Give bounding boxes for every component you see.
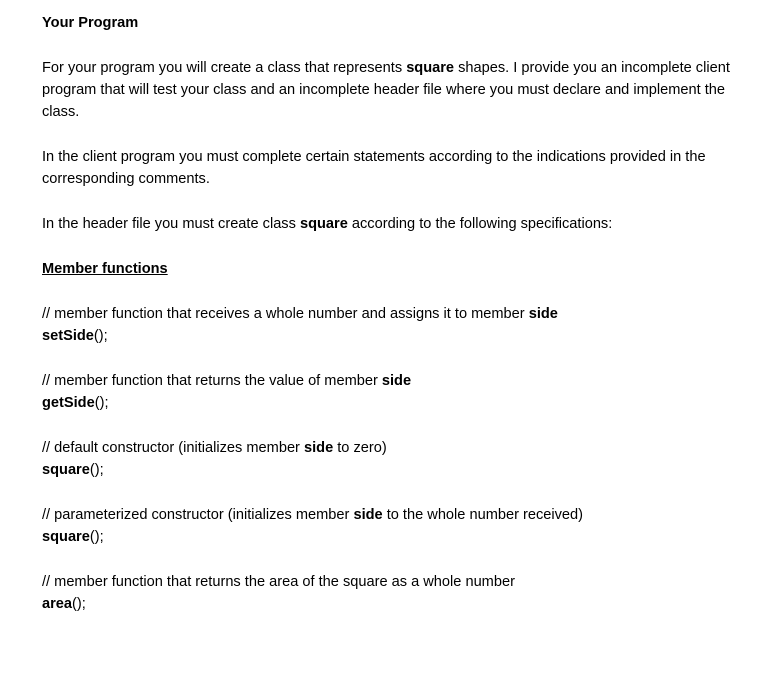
function-parens: (); [72, 596, 86, 612]
intro-paragraph [42, 57, 752, 123]
member-comment [42, 437, 752, 459]
page-title: Your Program [42, 15, 139, 31]
member-function-item [42, 303, 752, 347]
member-signature [42, 593, 752, 615]
member-comment [42, 303, 752, 325]
comment-text: // parameterized constructor (initializes member [42, 507, 354, 523]
function-parens: (); [94, 395, 109, 411]
function-name: square [42, 462, 90, 478]
document-page [42, 12, 752, 615]
function-parens: (); [93, 328, 108, 344]
header-text: according to the following specifications: [347, 216, 613, 232]
comment-text: // member function that receives a whole number and assigns it to member [42, 306, 529, 322]
intro-line-3: class. [42, 104, 80, 120]
keyword-side: side [353, 507, 383, 523]
member-signature [42, 526, 752, 548]
intro-line-2: program that will test your class and an incomplete header file where you must declare and implement the [42, 82, 726, 98]
member-comment [42, 571, 752, 593]
member-signature [42, 325, 752, 347]
member-signature [42, 459, 752, 481]
keyword-side: side [381, 373, 412, 389]
member-signature [42, 392, 752, 414]
member-comment [42, 370, 752, 392]
client-paragraph [42, 146, 752, 190]
member-function-item [42, 504, 752, 548]
header-paragraph [42, 213, 752, 235]
keyword-square: square [406, 60, 455, 76]
comment-text: // default constructor (initializes member [42, 440, 304, 456]
keyword-side: side [528, 306, 558, 322]
client-line-1: In the client program you must complete certain statements according to the indications provided in the [42, 149, 706, 165]
comment-text: to zero) [333, 440, 387, 456]
function-name: getSide [42, 395, 95, 411]
function-parens: (); [89, 529, 104, 545]
comment-text: // member function that returns the value of member [42, 373, 382, 389]
member-function-list [42, 303, 752, 615]
comment-text: to the whole number received) [382, 507, 584, 523]
header-text: In the header file you must create class [42, 216, 300, 232]
section-title: Member functions [42, 261, 168, 277]
intro-text: shapes. I provide you an incomplete client [454, 60, 730, 76]
intro-line-1 [42, 57, 752, 79]
intro-text: For your program you will create a class that represents [42, 60, 407, 76]
function-name: area [42, 596, 73, 612]
member-comment [42, 504, 752, 526]
member-function-item [42, 571, 752, 615]
function-name: square [42, 529, 90, 545]
function-name: setSide [42, 328, 94, 344]
function-parens: (); [89, 462, 104, 478]
comment-text: // member function that returns the area of the square as a whole number [42, 574, 515, 590]
client-line-2: corresponding comments. [42, 171, 210, 187]
member-function-item [42, 370, 752, 414]
keyword-square: square [299, 216, 348, 232]
keyword-side: side [303, 440, 334, 456]
member-function-item [42, 437, 752, 481]
